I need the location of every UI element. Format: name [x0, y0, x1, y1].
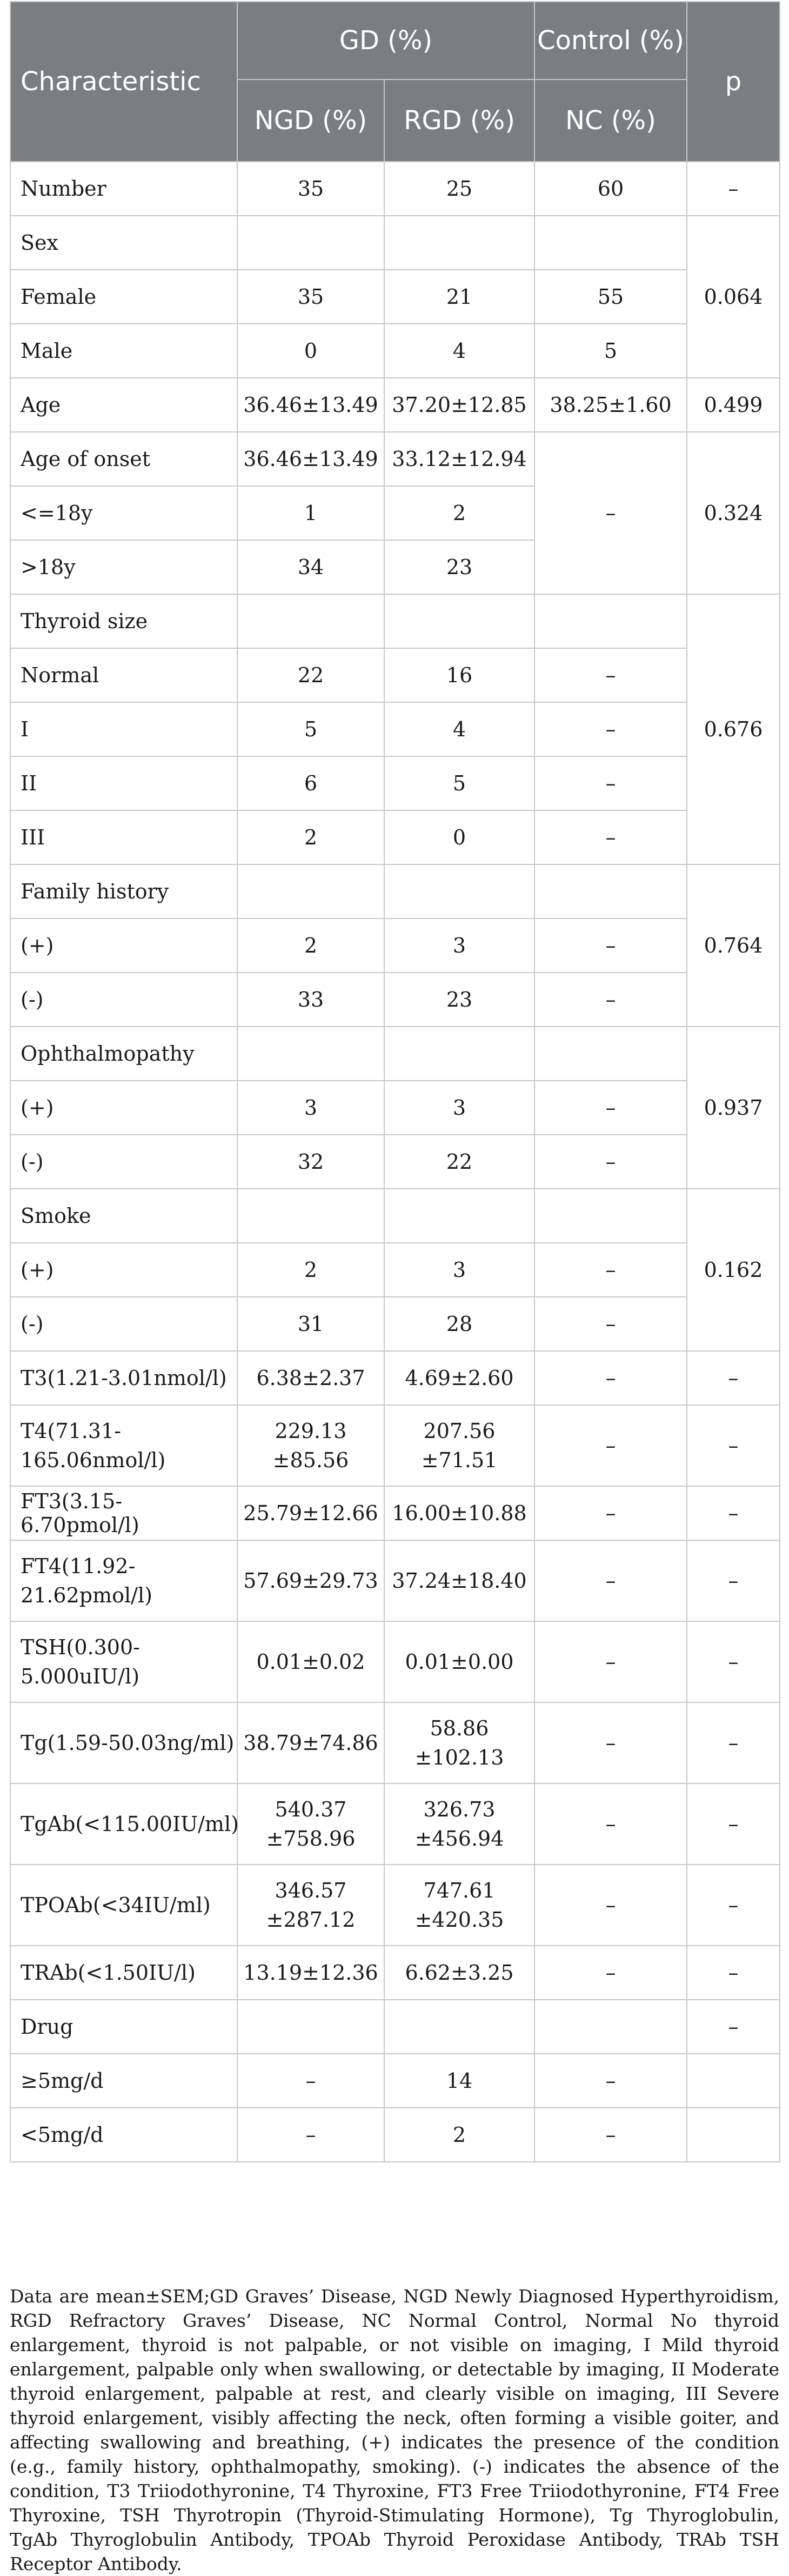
cell-rgd: 23 — [384, 973, 534, 1027]
row-label: Age — [10, 378, 237, 432]
characteristics-table — [10, 1, 780, 2162]
table-row — [10, 270, 780, 324]
header-characteristic: Characteristic — [10, 2, 237, 162]
cell-nc: – — [534, 648, 687, 702]
cell-nc: – — [534, 756, 687, 810]
cell-p-empty — [687, 2108, 780, 2162]
cell-nc: – — [534, 1865, 687, 1946]
cell-nc: – — [534, 1081, 687, 1135]
row-label: I — [10, 702, 237, 756]
cell-rgd: 2 — [384, 486, 534, 540]
cell-ngd: 229.13 ±85.56 — [237, 1405, 384, 1486]
table-row — [10, 2000, 780, 2054]
cell-rgd: 2 — [384, 2108, 534, 2162]
cell-nc: – — [534, 2108, 687, 2162]
cell-rgd: 4 — [384, 324, 534, 378]
cell-nc: – — [534, 1351, 687, 1405]
table-body — [10, 162, 780, 2162]
cell-nc — [534, 2000, 687, 2054]
cell-nc — [534, 864, 687, 918]
cell-p: 0.499 — [687, 378, 780, 432]
cell-ngd — [237, 594, 384, 648]
cell-rgd: 0 — [384, 810, 534, 864]
row-label: (+) — [10, 1243, 237, 1297]
cell-ngd: 38.79±74.86 — [237, 1702, 384, 1783]
cell-ngd: – — [237, 2054, 384, 2108]
cell-p-ophthalmo: 0.937 — [687, 1027, 780, 1189]
row-label: (-) — [10, 1135, 237, 1189]
cell-rgd — [384, 1027, 534, 1081]
table-row — [10, 810, 780, 864]
cell-p: – — [687, 1702, 780, 1783]
cell-rgd: 16 — [384, 648, 534, 702]
cell-rgd: 14 — [384, 2054, 534, 2108]
cell-rgd: 3 — [384, 918, 534, 973]
cell-rgd: 37.20±12.85 — [384, 378, 534, 432]
table-row — [10, 1946, 780, 2000]
cell-ngd: 1 — [237, 486, 384, 540]
cell-ngd: 2 — [237, 918, 384, 973]
cell-ngd: – — [237, 2108, 384, 2162]
cell-rgd: 326.73 ±456.94 — [384, 1783, 534, 1865]
row-label: II — [10, 756, 237, 810]
cell-nc: – — [534, 2054, 687, 2108]
cell-rgd: 58.86 ±102.13 — [384, 1702, 534, 1783]
row-label: FT3(3.15-6.70pmol/l) — [10, 1486, 237, 1540]
table-row — [10, 864, 780, 918]
cell-ngd: 33 — [237, 973, 384, 1027]
cell-ngd — [237, 864, 384, 918]
cell-ngd: 6 — [237, 756, 384, 810]
row-label: Drug — [10, 2000, 237, 2054]
cell-rgd — [384, 864, 534, 918]
cell-nc: 5 — [534, 324, 687, 378]
table-row — [10, 1865, 780, 1946]
cell-ngd: 31 — [237, 1297, 384, 1351]
row-label: III — [10, 810, 237, 864]
table-row — [10, 1783, 780, 1865]
cell-nc: – — [534, 1135, 687, 1189]
cell-rgd: 22 — [384, 1135, 534, 1189]
cell-p: – — [687, 1783, 780, 1865]
cell-rgd — [384, 1189, 534, 1243]
row-label: Female — [10, 270, 237, 324]
cell-rgd: 3 — [384, 1243, 534, 1297]
table-row — [10, 324, 780, 378]
row-label: Number — [10, 162, 237, 216]
cell-nc: – — [534, 1783, 687, 1865]
cell-p: – — [687, 1946, 780, 2000]
cell-ngd: 25.79±12.66 — [237, 1486, 384, 1540]
header-nc: NC (%) — [534, 79, 687, 162]
row-label: Tg(1.59-50.03ng/ml) — [10, 1702, 237, 1783]
cell-p-sex: 0.064 — [687, 216, 780, 378]
cell-rgd — [384, 216, 534, 270]
cell-ngd: 35 — [237, 270, 384, 324]
cell-p: – — [687, 162, 780, 216]
cell-ngd: 3 — [237, 1081, 384, 1135]
cell-nc: – — [534, 973, 687, 1027]
row-label: Family history — [10, 864, 237, 918]
header-control: Control (%) — [534, 2, 687, 79]
cell-nc: – — [534, 918, 687, 973]
cell-ngd: 540.37 ±758.96 — [237, 1783, 384, 1865]
cell-rgd: 21 — [384, 270, 534, 324]
cell-rgd: 28 — [384, 1297, 534, 1351]
cell-ngd: 36.46±13.49 — [237, 378, 384, 432]
cell-rgd: 4.69±2.60 — [384, 1351, 534, 1405]
cell-p-smoke: 0.162 — [687, 1189, 780, 1351]
cell-nc: – — [534, 1405, 687, 1486]
cell-nc: – — [534, 1946, 687, 2000]
cell-rgd: 3 — [384, 1081, 534, 1135]
row-label: TSH(0.300-5.000uIU/l) — [10, 1621, 237, 1702]
row-label: >18y — [10, 540, 237, 594]
table-row — [10, 918, 780, 973]
cell-p: – — [687, 2000, 780, 2054]
cell-ngd — [237, 2000, 384, 2054]
table-row — [10, 162, 780, 216]
cell-ngd: 22 — [237, 648, 384, 702]
cell-nc — [534, 594, 687, 648]
row-label: (-) — [10, 1297, 237, 1351]
cell-p-empty — [687, 2054, 780, 2108]
row-label: Thyroid size — [10, 594, 237, 648]
cell-ngd: 2 — [237, 1243, 384, 1297]
cell-nc — [534, 1189, 687, 1243]
table-row — [10, 1486, 780, 1540]
row-label: (-) — [10, 973, 237, 1027]
cell-ngd: 13.19±12.36 — [237, 1946, 384, 2000]
cell-nc — [534, 216, 687, 270]
cell-rgd: 33.12±12.94 — [384, 432, 534, 486]
header-gd: GD (%) — [237, 2, 534, 79]
table-row — [10, 2108, 780, 2162]
cell-p: – — [687, 1865, 780, 1946]
cell-nc: 38.25±1.60 — [534, 378, 687, 432]
table-row — [10, 1297, 780, 1351]
cell-ngd: 35 — [237, 162, 384, 216]
cell-ngd: 0 — [237, 324, 384, 378]
table-row — [10, 702, 780, 756]
cell-ngd — [237, 216, 384, 270]
cell-rgd: 5 — [384, 756, 534, 810]
row-label: Age of onset — [10, 432, 237, 486]
cell-ngd: 346.57 ±287.12 — [237, 1865, 384, 1946]
cell-nc: – — [534, 1297, 687, 1351]
cell-p: – — [687, 1621, 780, 1702]
table-row — [10, 973, 780, 1027]
row-label: ≥5mg/d — [10, 2054, 237, 2108]
cell-ngd — [237, 1027, 384, 1081]
cell-ngd — [237, 1189, 384, 1243]
cell-nc — [534, 1027, 687, 1081]
table-row — [10, 756, 780, 810]
table-row — [10, 1621, 780, 1702]
header-ngd: NGD (%) — [237, 79, 384, 162]
cell-nc: – — [534, 1621, 687, 1702]
header-rgd: RGD (%) — [384, 79, 534, 162]
cell-ngd: 32 — [237, 1135, 384, 1189]
table-row — [10, 648, 780, 702]
cell-ngd: 5 — [237, 702, 384, 756]
cell-nc: – — [534, 432, 687, 594]
cell-nc: – — [534, 810, 687, 864]
cell-nc: – — [534, 1486, 687, 1540]
table-row — [10, 216, 780, 270]
cell-p: – — [687, 1405, 780, 1486]
table-row — [10, 1351, 780, 1405]
table-row — [10, 1405, 780, 1486]
row-label: <5mg/d — [10, 2108, 237, 2162]
row-label: Ophthalmopathy — [10, 1027, 237, 1081]
cell-ngd: 57.69±29.73 — [237, 1540, 384, 1621]
cell-ngd: 34 — [237, 540, 384, 594]
cell-ngd: 6.38±2.37 — [237, 1351, 384, 1405]
cell-rgd: 16.00±10.88 — [384, 1486, 534, 1540]
cell-rgd: 747.61 ±420.35 — [384, 1865, 534, 1946]
table-footnote: Data are mean±SEM;GD Graves’ Disease, NGD Newly Diagnosed Hyperthyroidism, RGD Refractory Graves’ Disease, NC Normal Control, Normal No thyroid enlargement, thyroid is not palpable, or not visible on imaging, I Mild thyroid enlargement, palpable only when swallowing, or detectable by imaging, II Moderate thyroid enlargement, palpable at rest, and clearly visible on imaging, III Severe thyroid enlargement, visibly affecting the neck, often forming a visible goiter, and affecting swallowing and breathing, (+) indicates the presence of the condition (e.g., family history, ophthalmopathy, smoking). (-) indicates the absence of the condition, T3 Triiodothyronine, T4 Thyroxine, FT3 Free Triiodothyronine, FT4 Free Thyroxine, TSH Thyrotropin (Thyroid-Stimulating Hormone), Tg Thyroglobulin, TgAb Thyroglobulin Antibody, TPOAb Thyroid Peroxidase Antibody, TRAb TSH Receptor Antibody. — [10, 2286, 779, 2574]
row-label: TPOAb(<34IU/ml) — [10, 1865, 237, 1946]
cell-nc: 60 — [534, 162, 687, 216]
cell-p-family: 0.764 — [687, 864, 780, 1027]
row-label: (+) — [10, 1081, 237, 1135]
cell-ngd: 0.01±0.02 — [237, 1621, 384, 1702]
cell-ngd: 2 — [237, 810, 384, 864]
cell-rgd: 37.24±18.40 — [384, 1540, 534, 1621]
row-label: Sex — [10, 216, 237, 270]
cell-rgd: 6.62±3.25 — [384, 1946, 534, 2000]
row-label: T4(71.31-165.06nmol/l) — [10, 1405, 237, 1486]
cell-nc: – — [534, 1702, 687, 1783]
row-label: Male — [10, 324, 237, 378]
row-label: TgAb(<115.00IU/ml) — [10, 1783, 237, 1865]
cell-p: – — [687, 1540, 780, 1621]
cell-nc: 55 — [534, 270, 687, 324]
table-row — [10, 1702, 780, 1783]
cell-rgd: 25 — [384, 162, 534, 216]
cell-p: – — [687, 1486, 780, 1540]
cell-p-onset: 0.324 — [687, 432, 780, 594]
table-row — [10, 1540, 780, 1621]
table-row — [10, 594, 780, 648]
cell-nc: – — [534, 1243, 687, 1297]
cell-rgd: 23 — [384, 540, 534, 594]
header-p: p — [687, 2, 780, 162]
cell-nc: – — [534, 702, 687, 756]
table-row — [10, 1243, 780, 1297]
row-label: (+) — [10, 918, 237, 973]
cell-nc: – — [534, 1540, 687, 1621]
cell-rgd: 207.56 ±71.51 — [384, 1405, 534, 1486]
row-label: Smoke — [10, 1189, 237, 1243]
cell-rgd — [384, 2000, 534, 2054]
table-row — [10, 1081, 780, 1135]
cell-p: – — [687, 1351, 780, 1405]
table-row — [10, 1189, 780, 1243]
table-container — [10, 1, 779, 2162]
cell-ngd: 36.46±13.49 — [237, 432, 384, 486]
table-row — [10, 1135, 780, 1189]
table-row — [10, 378, 780, 432]
row-label: FT4(11.92-21.62pmol/l) — [10, 1540, 237, 1621]
row-label: <=18y — [10, 486, 237, 540]
table-row — [10, 2054, 780, 2108]
cell-rgd — [384, 594, 534, 648]
table-header — [10, 2, 780, 162]
cell-rgd: 0.01±0.00 — [384, 1621, 534, 1702]
row-label: Normal — [10, 648, 237, 702]
row-label: T3(1.21-3.01nmol/l) — [10, 1351, 237, 1405]
cell-p-thyroid: 0.676 — [687, 594, 780, 864]
cell-rgd: 4 — [384, 702, 534, 756]
table-row — [10, 1027, 780, 1081]
table-row — [10, 432, 780, 486]
row-label: TRAb(<1.50IU/l) — [10, 1946, 237, 2000]
